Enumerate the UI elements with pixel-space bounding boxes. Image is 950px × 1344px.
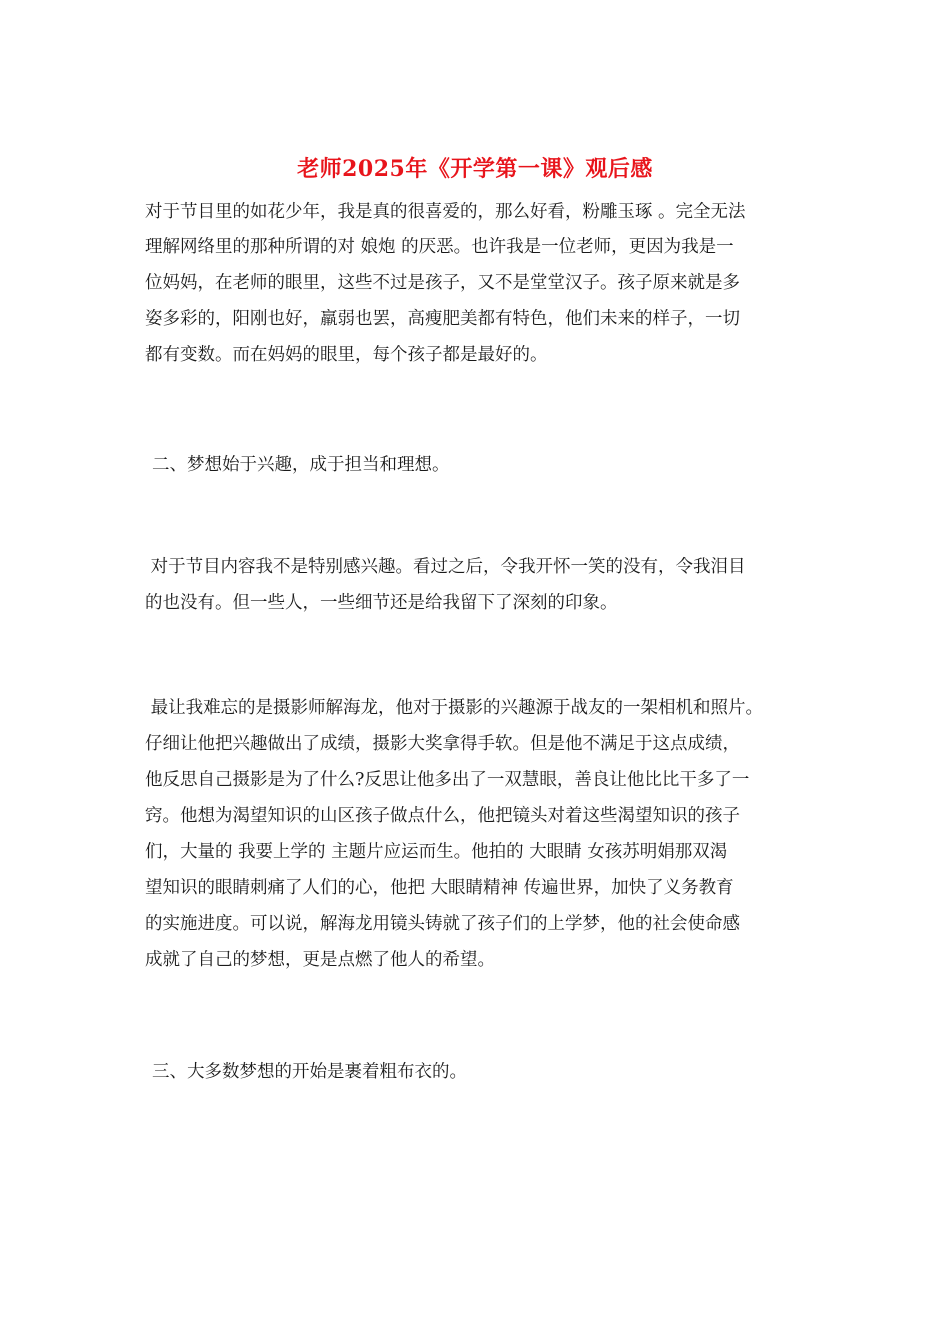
paragraph-1-line-5: 都有变数。而在妈妈的眼里，每个孩子都是最好的。 <box>145 345 548 365</box>
document-title: 老师2025年《开学第一课》观后感 <box>297 156 653 182</box>
section-heading-3: 三、大多数梦想的开始是裹着粗布衣的。 <box>152 1062 467 1082</box>
paragraph-1-line-2: 理解网络里的那种所谓的对 娘炮 的厌恶。也许我是一位老师，更因为我是一 <box>145 237 734 257</box>
paragraph-2-line-2: 的也没有。但一些人，一些细节还是给我留下了深刻的印象。 <box>145 593 618 613</box>
paragraph-1-line-1: 对于节目里的如花少年，我是真的很喜爱的，那么好看，粉雕玉琢 。完全无法 <box>145 202 746 222</box>
paragraph-3-line-8: 成就了自己的梦想，更是点燃了他人的希望。 <box>145 950 495 970</box>
paragraph-3-line-5: 们，大量的 我要上学的 主题片应运而生。他拍的 大眼睛 女孩苏明娟那双渴 <box>145 842 728 862</box>
paragraph-3-line-7: 的实施进度。可以说，解海龙用镜头铸就了孩子们的上学梦，他的社会使命感 <box>145 914 740 934</box>
paragraph-3-line-4: 窍。他想为渴望知识的山区孩子做点什么，他把镜头对着这些渴望知识的孩子 <box>145 806 740 826</box>
paragraph-2-line-1: 对于节目内容我不是特别感兴趣。看过之后，令我开怀一笑的没有，令我泪目 <box>145 557 746 577</box>
paragraph-3-line-3: 他反思自己摄影是为了什么?反思让他多出了一双慧眼，善良让他比比干多了一 <box>145 770 750 790</box>
paragraph-1-line-4: 姿多彩的，阳刚也好，羸弱也罢，高瘦肥美都有特色，他们未来的样子，一切 <box>145 309 740 329</box>
paragraph-3-line-2: 仔细让他把兴趣做出了成绩，摄影大奖拿得手软。但是他不满足于这点成绩， <box>145 734 740 754</box>
paragraph-3-line-6: 望知识的眼睛刺痛了人们的心，他把 大眼睛精神 传遍世界，加快了义务教育 <box>145 878 734 898</box>
paragraph-3-line-1: 最让我难忘的是摄影师解海龙，他对于摄影的兴趣源于战友的一架相机和照片。 <box>145 698 764 718</box>
paragraph-1-line-3: 位妈妈，在老师的眼里，这些不过是孩子，又不是堂堂汉子。孩子原来就是多 <box>145 273 740 293</box>
section-heading-2: 二、梦想始于兴趣，成于担当和理想。 <box>152 455 450 475</box>
